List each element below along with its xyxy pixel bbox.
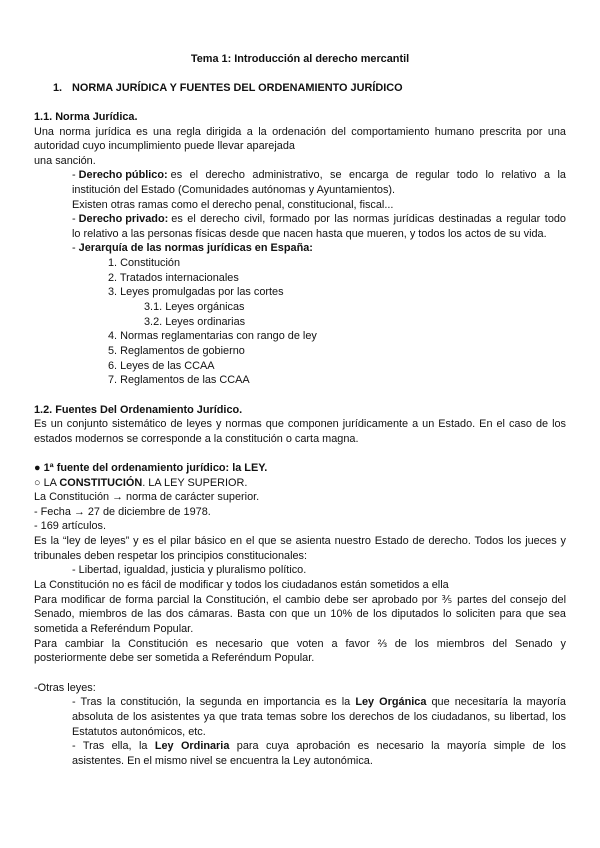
norma-intro-line-1: Una norma jurídica es una regla dirigida a la ordenación del comportamiento humano prescrita por una (34, 126, 566, 138)
ley-organica-pre: - Tras la constitución, la segunda en importancia es la (72, 696, 356, 708)
jerarquia-subitem: 3.1. Leyes orgánicas (144, 301, 245, 313)
primera-fuente-bullet: ● 1ª fuente del ordenamiento jurídico: la LEY. (34, 462, 268, 474)
fuentes-intro-line-1: Es un conjunto sistemático de leyes y normas que componen jurídicamente a un Estado. En el caso de los (34, 418, 566, 430)
norma-intro-line-3: una sanción. (34, 155, 96, 167)
fuentes-intro-line-2: estados modernos se corresponde a la constitución o carta magna. (34, 433, 359, 445)
ley-organica-line-1 (72, 695, 566, 710)
modificar-parcial-line-3: sometida a Referéndum Popular. (34, 623, 194, 635)
derecho-publico-line-2: institución del Estado (Comunidades autónomas y Ayuntamientos). (72, 184, 396, 196)
ley-organica-line-2: absoluta de los asistentes ya que trata temas sobre los derechos de los ciudadanos, su libertad, los (72, 711, 566, 723)
ley-ordinaria-bold: Ley Ordinaria (154, 740, 230, 752)
ley-de-leyes-line-1: Es la “ley de leyes” y es el pilar básico en el que se asienta nuestro Estado de derecho. Todos los jueces y (34, 535, 566, 547)
derecho-privado-text: es el derecho civil, formado por las normas jurídicas destinadas a regular todo (171, 213, 566, 225)
cambiar-line-2: posteriormente debe ser sometida a Referéndum Popular. (34, 652, 315, 664)
modificar-parcial-line-2: Senado, miembros de las dos cámaras. Basta con que un 10% de los diputados lo soliciten para que sea (34, 608, 566, 620)
derecho-publico-label: Derecho público: (78, 169, 168, 181)
jerarquia-item: 2. Tratados internacionales (108, 272, 239, 284)
jerarquia-item: 7. Reglamentos de las CCAA (108, 374, 250, 386)
norma-heading: 1.1. Norma Jurídica. (34, 111, 138, 123)
constitucion-articulos-line: - 169 artículos. (34, 520, 107, 532)
jerarquia-item: 5. Reglamentos de gobierno (108, 345, 245, 357)
jerarquia-subitem: 3.2. Leyes ordinarias (144, 316, 246, 328)
constitucion-norma-line: La Constitución → norma de carácter superior. (34, 491, 260, 503)
norma-intro-line-2: autoridad cuyo incumplimiento puede llevar aparejada (34, 140, 295, 152)
constitucion-prefix: ○ LA (34, 477, 60, 489)
ley-organica-post: que necesitaría la mayoría (426, 696, 566, 708)
fuentes-heading: 1.2. Fuentes Del Ordenamiento Jurídico. (34, 404, 243, 416)
otras-leyes-label: -Otras leyes: (34, 682, 96, 694)
jerarquia-heading: - Jerarquía de las normas jurídicas en España: (72, 242, 313, 254)
ley-de-leyes-line-2: tribunales deben respetar los principios constitucionales: (34, 550, 308, 562)
derecho-publico-text: es el derecho administrativo, se encarga de regular todo lo relativo a la (170, 169, 566, 181)
modificar-parcial-line-1: Para modificar de forma parcial la Constitución, el cambio debe ser aprobado por ⅗ partes del consejo del (34, 594, 566, 606)
jerarquia-item: 3. Leyes promulgadas por las cortes (108, 286, 284, 298)
derecho-publico-line-1: - Derecho público: es el derecho administrativo, se encarga de regular todo lo relativo a la (72, 169, 566, 181)
constitucion-fecha-line: - Fecha → 27 de diciembre de 1978. (34, 506, 211, 518)
constitucion-line (34, 476, 247, 491)
derecho-privado-label: Derecho privado: (78, 213, 169, 225)
ley-ordinaria-line-1 (72, 739, 566, 754)
ley-ordinaria-post: para cuya aprobación es necesario la mayoría simple de los (229, 740, 566, 752)
ley-ordinaria-line-2: asistentes. En el mismo nivel se encuentra la Ley autonómica. (72, 755, 373, 767)
no-facil-line: La Constitución no es fácil de modificar y todos los ciudadanos están sometidos a ella (34, 579, 449, 591)
document-title: Tema 1: Introducción al derecho mercantil (190, 53, 410, 65)
constitucion-suffix: . LA LEY SUPERIOR. (142, 477, 248, 489)
cambiar-line-1: Para cambiar la Constitución es necesario que voten a favor ⅔ de los miembros del Senado y (34, 638, 566, 650)
jerarquia-item: 4. Normas reglamentarias con rango de ley (108, 330, 317, 342)
ley-organica-line-3: Estatutos autonómicos, etc. (72, 726, 206, 738)
jerarquia-item: 6. Leyes de las CCAA (108, 360, 215, 372)
ley-ordinaria-pre: - Tras ella, la (72, 740, 155, 752)
derecho-publico-line-3: Existen otras ramas como el derecho penal, constitucional, fiscal... (72, 199, 394, 211)
ley-organica-bold: Ley Orgánica (355, 696, 427, 708)
jerarquia-label: Jerarquía de las normas jurídicas en España: (78, 242, 313, 254)
derecho-privado-line-1: - Derecho privado: es el derecho civil, formado por las normas jurídicas destinadas a regular todo (72, 213, 566, 225)
section-1-heading: NORMA JURÍDICA Y FUENTES DEL ORDENAMIENTO JURÍDICO (72, 82, 403, 94)
section-1-number: 1. (53, 82, 63, 94)
constitucion-bold: CONSTITUCIÓN (59, 477, 143, 489)
derecho-privado-line-2: lo relativo a las personas físicas desde que nacen hasta que mueren, y todos los actos de su vida. (72, 228, 547, 240)
principios-line: - Libertad, igualdad, justicia y pluralismo político. (72, 564, 307, 576)
jerarquia-item: 1. Constitución (108, 257, 181, 269)
